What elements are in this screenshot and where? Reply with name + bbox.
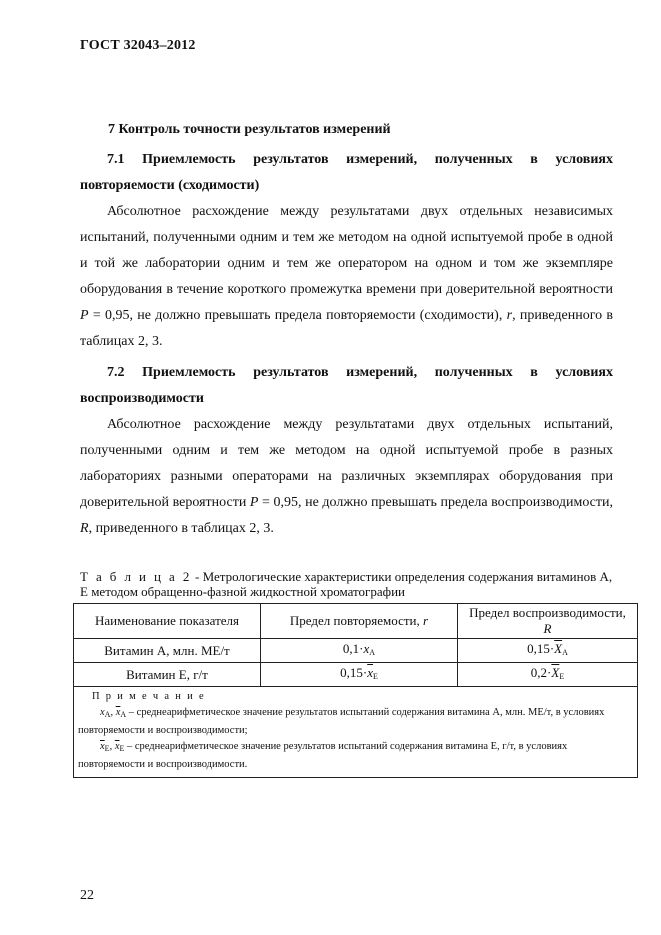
col-header-r-symbol: r xyxy=(423,613,429,628)
r-var: $\overline{x}$ xyxy=(367,665,373,680)
section-7-title: 7 Контроль точности результатов измерений xyxy=(108,122,391,137)
col-header-repeatability-text: Предел повторяемости, xyxy=(289,613,424,628)
note-heading: П р и м е ч а н и е xyxy=(92,691,206,702)
section-7-2-title xyxy=(80,360,613,412)
row-R-value xyxy=(458,663,638,687)
note-a-var: x xyxy=(100,707,105,718)
r-sub: A xyxy=(369,648,376,657)
col-header-reproducibility xyxy=(458,604,638,639)
r-coef: 0,15· xyxy=(340,665,368,680)
section-7-1-title xyxy=(80,147,613,199)
s72-body-a: Абсолютное расхождение между результатами двух отдельных испытаний, полученными одним и тем же методом на одной испытуемой пробе в разных лабораториях разными операторами на различных экземплярах оборудования при доверительной вероятности xyxy=(80,417,613,510)
s71-body-b: = 0,95, не должно превышать предела повторяемости (сходимости), xyxy=(88,308,507,323)
note-item-a: $x_A$, $\overline{x}_A$ – среднеарифметическое значение результатов испытаний содержания витамина А, млн. МЕ/т, в условиях повторяемости и воспроизводимости; xyxy=(78,707,605,736)
row-R-value xyxy=(458,639,638,663)
note-a-sub: A xyxy=(104,710,111,719)
section-7-2-title-text: 7.2 Приемлемость результатов измерений, полученных в условиях воспроизводимости xyxy=(80,365,613,406)
r-var: x xyxy=(363,641,370,656)
section-7-1-body xyxy=(80,199,613,355)
R-var: $\overline{X}$ xyxy=(551,665,560,680)
R-coef: 0,2· xyxy=(530,665,552,680)
R-sub: E xyxy=(559,672,565,681)
R-sub: A xyxy=(562,648,568,657)
table-2-caption-text: - Метрологические характеристики определения содержания витаминов А, Е методом обращенно-фазной жидкостной хроматографии xyxy=(80,569,613,599)
note-item-e: $\overline{x}_E$, $\overline{x}_E$ – среднеарифметическое значение результатов испытаний содержания витамина Е, г/т, в условиях повторяемости и воспроизводимости. xyxy=(78,741,568,770)
note-e-sub: E xyxy=(104,744,110,753)
col-header-indicator: Наименование показателя xyxy=(74,604,261,639)
note-e-text: – среднеарифметическое значение результатов испытаний содержания витамина Е, г/т, в условиях повторяемости и воспроизводимости. xyxy=(78,741,568,770)
table-header-row xyxy=(74,604,638,639)
s71-p-symbol: P xyxy=(80,308,89,323)
page-number: 22 xyxy=(80,888,94,903)
note-a-var-bar: $\overline{x}$ xyxy=(115,707,121,718)
row-name: Витамин А, млн. МЕ/т xyxy=(74,639,261,663)
s72-body-c: , приведенного в таблицах 2, 3. xyxy=(88,521,274,536)
r-coef: 0,1· xyxy=(342,641,364,656)
R-coef: 0,15· xyxy=(527,641,555,656)
s71-body-a: Абсолютное расхождение между результатами двух отдельных независимых испытаний, полученными одним и тем же методом на одной испытуемой пробе в одной и той же лаборатории одним и тем же оператором на одном и том же экземпляре оборудования в течение короткого промежутка времени при доверительной вероятности xyxy=(80,204,613,297)
row-r-value xyxy=(261,663,458,687)
col-header-R-symbol: R xyxy=(543,621,552,636)
metrology-table xyxy=(73,603,638,778)
table-row xyxy=(74,639,638,663)
note-a-text: – среднеарифметическое значение результатов испытаний содержания витамина А, млн. МЕ/т, в условиях повторяемости и воспроизводимости; xyxy=(78,707,605,736)
col-header-repeatability xyxy=(261,604,458,639)
s71-body-c: , приведенного в таблицах 2, 3. xyxy=(80,308,614,349)
col-header-reproducibility-text: Предел воспроизводимости, xyxy=(469,605,626,620)
section-7-1-title-text: 7.1 Приемлемость результатов измерений, полученных в условиях повторяемости (сходимости) xyxy=(80,152,613,193)
note-a-sub-bar: A xyxy=(120,710,127,719)
section-7-2-body xyxy=(80,412,613,542)
R-var: $\overline{X}$ xyxy=(554,641,563,656)
table-2-caption xyxy=(80,569,620,599)
row-name: Витамин Е, г/т xyxy=(74,663,261,687)
table-row xyxy=(74,663,638,687)
s72-body-b: = 0,95, не должно превышать предела воспроизводимости, xyxy=(258,495,613,510)
table-note xyxy=(74,687,638,778)
row-r-value xyxy=(261,639,458,663)
note-e-var-bar: $\overline{x}$ xyxy=(114,741,120,752)
table-note-row xyxy=(74,687,638,778)
note-e-var: $\overline{x}$ xyxy=(100,741,105,752)
r-sub: E xyxy=(372,672,378,681)
note-e-sub-bar: E xyxy=(119,744,125,753)
s72-R-symbol: R xyxy=(80,521,89,536)
document-header: ГОСТ 32043–2012 xyxy=(80,38,196,53)
s71-r-symbol: r xyxy=(506,308,513,323)
table-2-label: Т а б л и ц а 2 xyxy=(80,569,192,584)
s72-p-symbol: P xyxy=(249,495,259,510)
